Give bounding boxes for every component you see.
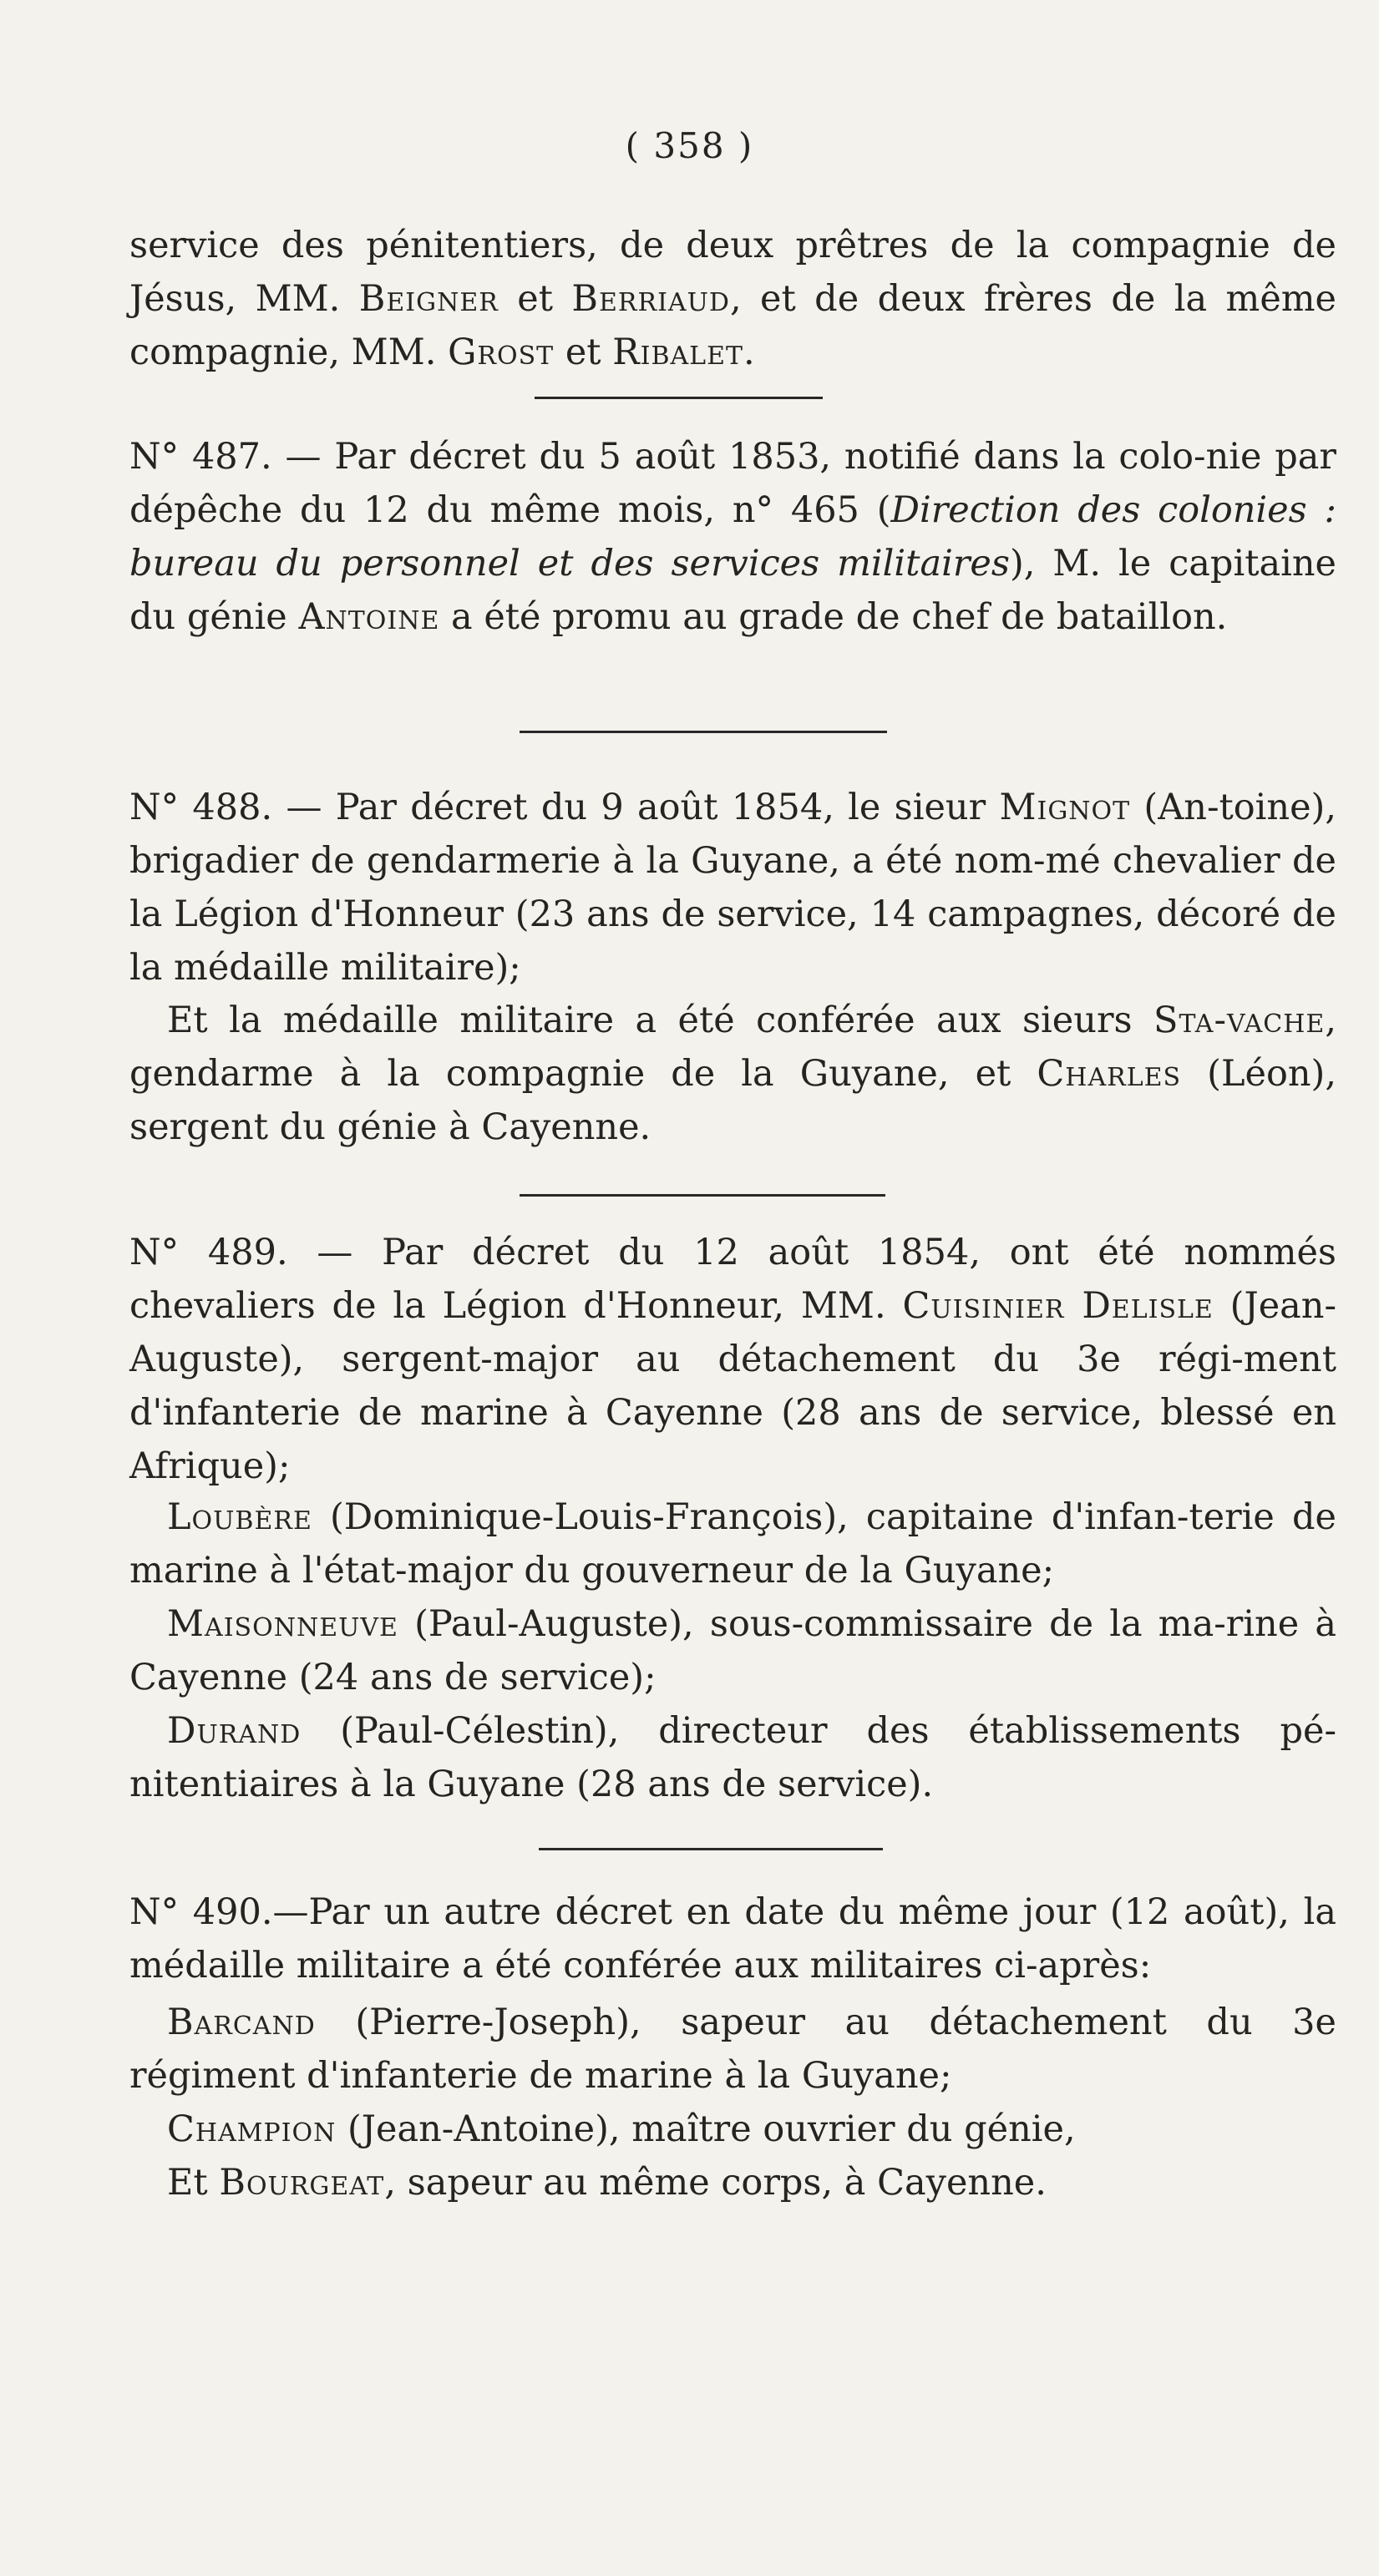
entry-490-paragraph-4 xyxy=(129,2156,1336,2209)
entry-text: (Paul-Célestin), directeur des établissements pé-nitentiaires à la Guyane (28 ans de service). xyxy=(129,1710,1336,1805)
name-barcand: Barcand xyxy=(167,2002,316,2043)
name-charles: Charles xyxy=(1037,1053,1182,1095)
entry-489 xyxy=(129,1226,1336,1493)
intro-text: et xyxy=(498,278,572,320)
name-loubere: Loubère xyxy=(167,1496,312,1538)
entry-489-paragraph-3 xyxy=(129,1597,1336,1704)
entry-text: , gendarme à la compagnie de la Guyane, et xyxy=(129,1000,1336,1095)
entry-text: (Pierre-Joseph), sapeur au détachement du 3e régiment d'infanterie de marine à la Guyane; xyxy=(129,2002,1336,2097)
name-durand: Durand xyxy=(167,1710,302,1752)
intro-paragraph xyxy=(129,219,1336,379)
intro-text: Jésus, MM. xyxy=(129,278,359,320)
entry-489-paragraph-2 xyxy=(129,1490,1336,1597)
entry-487 xyxy=(129,430,1336,644)
entry-text: (Jean-Antoine), maître ouvrier du génie, xyxy=(336,2108,1076,2150)
intro-text: . xyxy=(743,331,755,373)
name-cuisinier-delisle: Cuisinier Delisle xyxy=(902,1285,1214,1327)
name-champion: Champion xyxy=(167,2108,337,2150)
entry-text: ), M. le capitaine du génie xyxy=(129,543,1337,638)
name-mignot: Mignot xyxy=(999,787,1131,828)
entry-text: N° 488. — Par décret du 9 août 1854, le sieur xyxy=(129,787,1000,828)
entry-490 xyxy=(129,1885,1336,1992)
entry-text: (Dominique-Louis-François), capitaine d'infan-terie de marine à l'état-major du gouverneur de la Guyane; xyxy=(129,1496,1336,1592)
entry-text: (Jean-Auguste), sergent-major au détachement du 3e régi-ment d'infanterie de marine à Cayenne (28 ans de service, blessé en Afrique); xyxy=(129,1285,1336,1487)
section-divider xyxy=(539,1848,883,1850)
entry-488 xyxy=(129,781,1336,994)
entry-488-paragraph-2 xyxy=(129,994,1336,1154)
page-number: ( 358 ) xyxy=(625,125,754,166)
entry-490-paragraph-2 xyxy=(129,1996,1336,2103)
entry-text: a été promu au grade de chef de bataillon. xyxy=(439,596,1228,638)
entry-text: N° 489. — Par décret du 12 août 1854, ont été nommés chevaliers de la Légion d'Honneur, MM. xyxy=(129,1232,1336,1327)
entry-text: N° 490.—Par un autre décret en date du même jour (12 août), la médaille militaire a été conférée aux militaires ci-après: xyxy=(129,1891,1336,1986)
entry-490-paragraph-3 xyxy=(129,2103,1336,2156)
section-divider xyxy=(520,731,887,733)
section-divider xyxy=(535,397,823,399)
entry-text: (Léon), sergent du génie à Cayenne. xyxy=(129,1053,1336,1148)
entry-text: , sapeur au même corps, à Cayenne. xyxy=(384,2162,1047,2204)
name-beigner: Beigner xyxy=(358,278,499,320)
name-berriaud: Berriaud xyxy=(571,278,730,320)
name-antoine: Antoine xyxy=(298,596,440,638)
entry-text: N° 487. — Par décret du 5 août 1853, notifié dans la colo-nie par dépêche du 12 du même mois, n° 465 ( xyxy=(129,436,1336,531)
intro-text: , et de deux frères de la xyxy=(729,278,1208,320)
name-ribalet: Ribalet xyxy=(612,331,744,373)
entry-italic: Direction des colonies : bureau du personnel et des services militaires xyxy=(129,489,1336,585)
entry-text: (An-toine), brigadier de gendarmerie à la Guyane, a été nom-mé chevalier de la Légion d'Honneur (23 ans de service, 14 campagnes, décoré de la médaille militaire); xyxy=(129,787,1336,989)
name-grost: Grost xyxy=(448,331,555,373)
intro-line1: service des pénitentiers, de deux prêtres de la compagnie de xyxy=(129,225,1336,266)
name-maisonneuve: Maisonneuve xyxy=(167,1603,398,1645)
name-bourgeat: Bourgeat xyxy=(219,2162,385,2204)
intro-text: même compagnie, MM. xyxy=(129,278,1336,373)
intro-text: et xyxy=(554,331,613,373)
entry-text: (Paul-Auguste), sous-commissaire de la ma-rine à Cayenne (24 ans de service); xyxy=(129,1603,1336,1698)
name-stavache: Sta-vache xyxy=(1153,1000,1326,1041)
entry-text: Et la médaille militaire a été conférée aux sieurs xyxy=(167,1000,1153,1041)
entry-489-paragraph-4 xyxy=(129,1704,1336,1811)
entry-text: Et xyxy=(167,2162,220,2204)
section-divider xyxy=(520,1194,885,1197)
